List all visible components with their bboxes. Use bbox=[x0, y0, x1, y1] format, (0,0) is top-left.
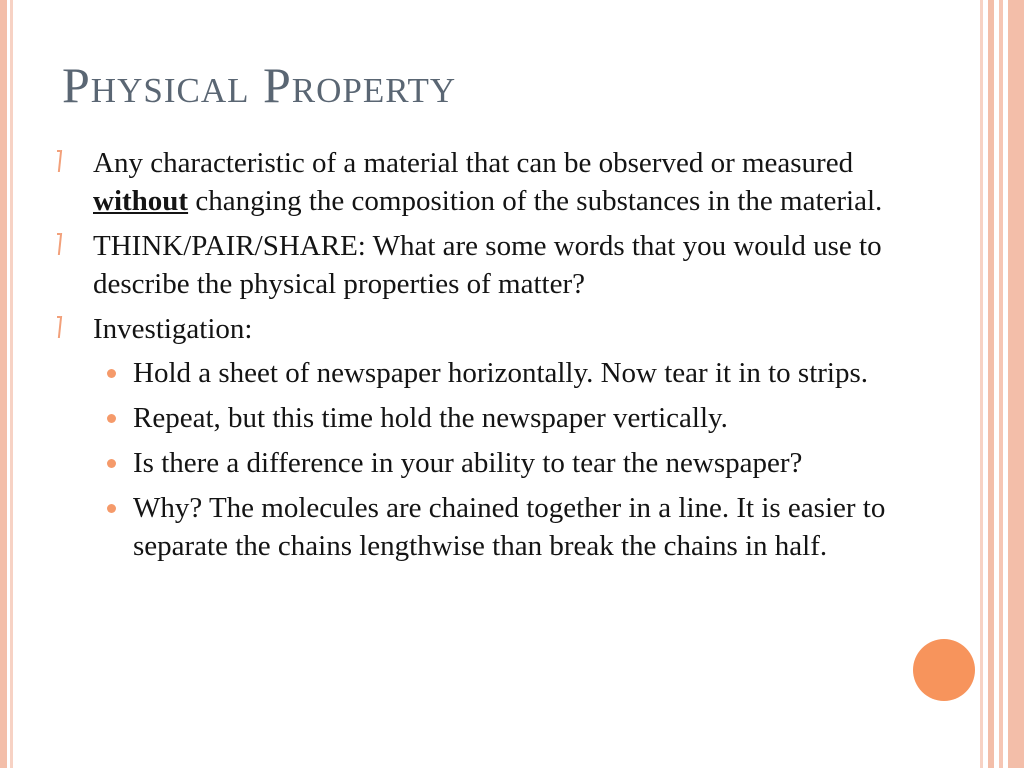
bullet-marker-icon bbox=[57, 233, 63, 257]
sub-bullet-dot-icon bbox=[107, 414, 116, 423]
sub-bullet-repeat-vertically bbox=[55, 399, 935, 437]
sub-bullet-hold-horizontally bbox=[55, 354, 935, 392]
sub-bullet-dot-icon bbox=[107, 459, 116, 468]
bullet-definition bbox=[55, 144, 935, 220]
slide-body bbox=[55, 144, 935, 572]
right-border-stripe-1 bbox=[980, 0, 983, 768]
sub-bullet-text: Hold a sheet of newspaper horizontally. Now tear it in to strips. bbox=[133, 357, 869, 389]
decorative-orange-circle bbox=[913, 639, 975, 701]
bullet-investigation-text: Investigation: bbox=[93, 313, 253, 345]
right-border-stripe-4 bbox=[1008, 0, 1024, 768]
sub-bullet-text: Why? The molecules are chained together in a line. It is easier to separate the chains lengthwise than break the chains in half. bbox=[133, 492, 886, 562]
sub-bullet-text: Repeat, but this time hold the newspaper vertically. bbox=[133, 402, 728, 434]
bullet-marker-icon bbox=[57, 316, 63, 340]
bullet-think-pair-share bbox=[55, 227, 935, 303]
bullet-investigation bbox=[55, 310, 935, 348]
bullet-definition-text-before: Any characteristic of a material that can be observed or measured bbox=[93, 147, 854, 179]
bullet-definition-text-after: changing the composition of the substances in the material. bbox=[188, 185, 883, 217]
slide-title: Physical Property bbox=[62, 57, 457, 113]
left-border-stripe bbox=[0, 0, 7, 768]
bullet-marker-icon bbox=[57, 150, 63, 174]
sub-bullet-dot-icon bbox=[107, 369, 116, 378]
sub-bullet-dot-icon bbox=[107, 504, 116, 513]
bullet-think-pair-share-text: THINK/PAIR/SHARE: What are some words that you would use to describe the physical properties of matter? bbox=[93, 230, 882, 300]
left-border-stripe-inner bbox=[10, 0, 13, 768]
sub-bullet-difference bbox=[55, 444, 935, 482]
sub-bullet-why bbox=[55, 489, 935, 565]
right-border-stripe-3 bbox=[999, 0, 1003, 768]
right-border-stripe-2 bbox=[988, 0, 994, 768]
bullet-definition-emphasis: without bbox=[93, 185, 189, 217]
sub-bullet-text: Is there a difference in your ability to tear the newspaper? bbox=[133, 447, 803, 479]
